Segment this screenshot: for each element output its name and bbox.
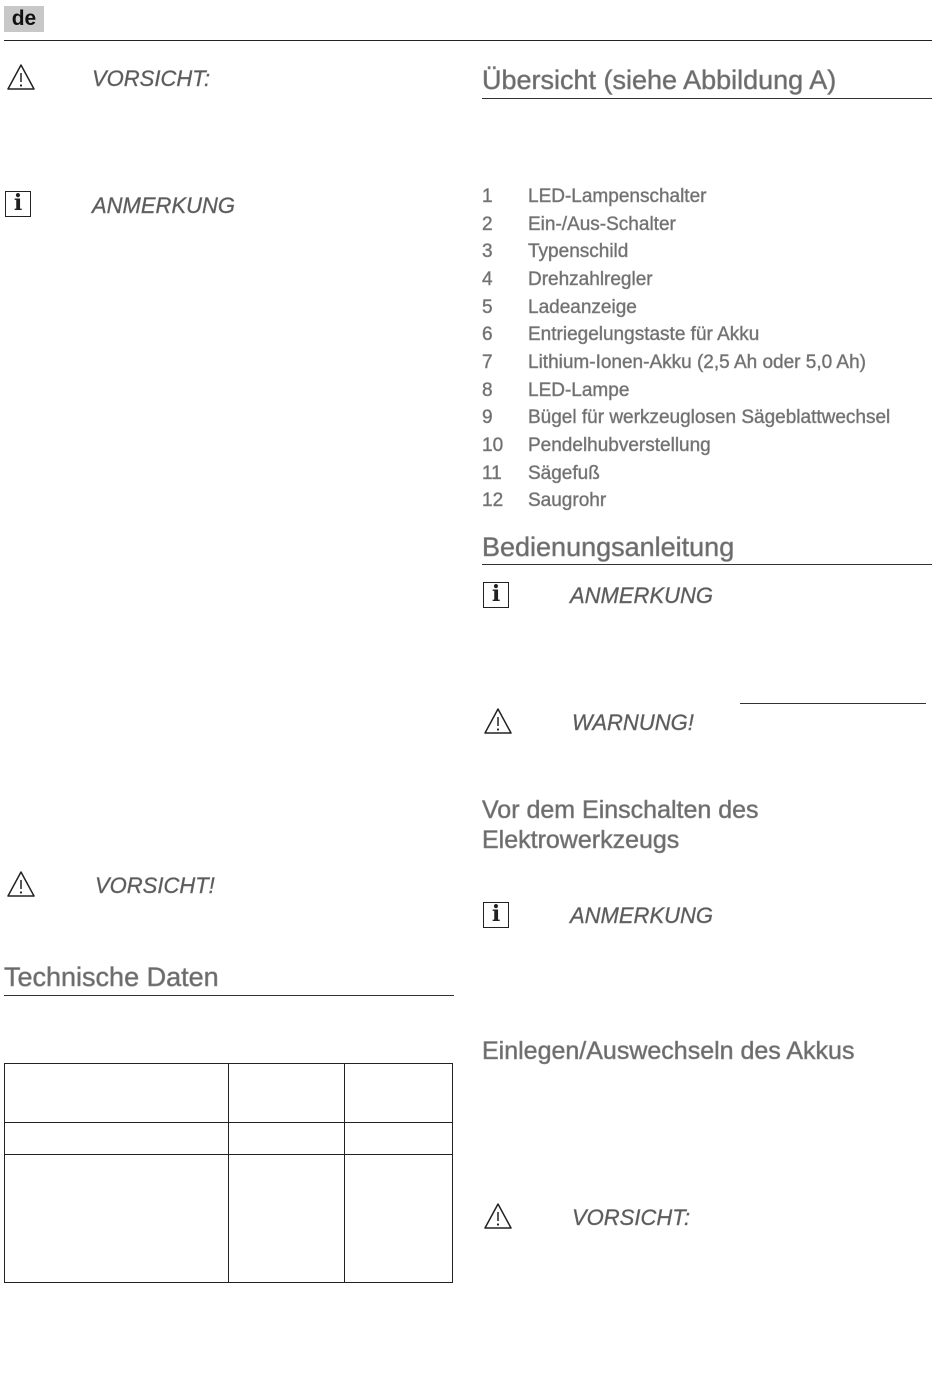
list-item [482, 183, 942, 211]
item-number: 4 [482, 268, 493, 290]
heading-line: Elektrowerkzeugs [482, 826, 680, 854]
parts-legend [482, 183, 942, 515]
info-icon: i [5, 191, 31, 217]
section-heading-operating: Bedienungsanleitung [482, 532, 735, 562]
item-label: Entriegelungstaste für Akku [528, 324, 760, 346]
list-item [482, 405, 942, 433]
item-label: Saugrohr [528, 490, 607, 512]
heading-rule [4, 995, 454, 996]
item-number: 9 [482, 407, 493, 429]
section-heading-battery: Einlegen/Auswechseln des Akkus [482, 1037, 855, 1065]
warning-label: WARNUNG! [572, 710, 694, 735]
table-row-divider [5, 1122, 452, 1123]
item-label: LED-Lampe [528, 379, 630, 401]
item-number: 7 [482, 351, 493, 373]
section-heading-before-switch-on [482, 795, 932, 855]
heading-rule [482, 564, 932, 565]
list-item [482, 377, 942, 405]
list-item [482, 238, 942, 266]
list-item [482, 321, 942, 349]
item-number: 1 [482, 185, 493, 207]
item-number: 6 [482, 324, 493, 346]
note-label: ANMERKUNG [570, 903, 714, 928]
item-number: 11 [482, 462, 502, 484]
item-number: 5 [482, 296, 493, 318]
item-number: 8 [482, 379, 493, 401]
warning-triangle-icon [6, 63, 36, 91]
note-label: ANMERKUNG [92, 193, 236, 218]
caution-label: VORSICHT: [572, 1205, 691, 1230]
caution-label: VORSICHT! [95, 873, 215, 898]
item-label: Ein-/Aus-Schalter [528, 213, 676, 235]
item-number: 10 [482, 435, 504, 457]
item-number: 12 [482, 490, 504, 512]
technical-data-table [4, 1063, 453, 1283]
warning-triangle-icon [6, 870, 36, 898]
heading-line: Vor dem Einschalten des [482, 796, 759, 824]
list-item [482, 294, 942, 322]
table-column-divider [228, 1064, 229, 1282]
section-heading-technical-data: Technische Daten [4, 962, 219, 992]
item-number: 2 [482, 213, 493, 235]
text-rule [740, 703, 926, 704]
info-icon: i [483, 902, 509, 928]
warning-triangle-icon [483, 1202, 513, 1230]
list-item [482, 432, 942, 460]
language-badge: de [4, 6, 44, 32]
list-item [482, 266, 942, 294]
item-number: 3 [482, 241, 493, 263]
item-label: Sägefuß [528, 462, 600, 484]
table-column-divider [344, 1064, 345, 1282]
item-label: Drehzahlregler [528, 268, 653, 290]
list-item [482, 349, 942, 377]
item-label: Pendelhubverstellung [528, 435, 711, 457]
caution-label: VORSICHT: [92, 66, 211, 91]
list-item [482, 460, 942, 488]
section-heading-overview: Übersicht (siehe Abbildung A) [482, 65, 837, 95]
item-label: Ladeanzeige [528, 296, 637, 318]
heading-rule [482, 98, 932, 99]
item-label: Typenschild [528, 241, 629, 263]
item-label: Bügel für werkzeuglosen Sägeblattwechsel [528, 407, 891, 429]
warning-triangle-icon [483, 707, 513, 735]
list-item [482, 488, 942, 516]
header-rule [4, 40, 932, 41]
item-label: Lithium-Ionen-Akku (2,5 Ah oder 5,0 Ah) [528, 351, 866, 373]
table-row-divider [5, 1154, 452, 1155]
list-item [482, 211, 942, 239]
item-label: LED-Lampenschalter [528, 185, 707, 207]
note-label: ANMERKUNG [570, 583, 714, 608]
info-icon: i [483, 582, 509, 608]
